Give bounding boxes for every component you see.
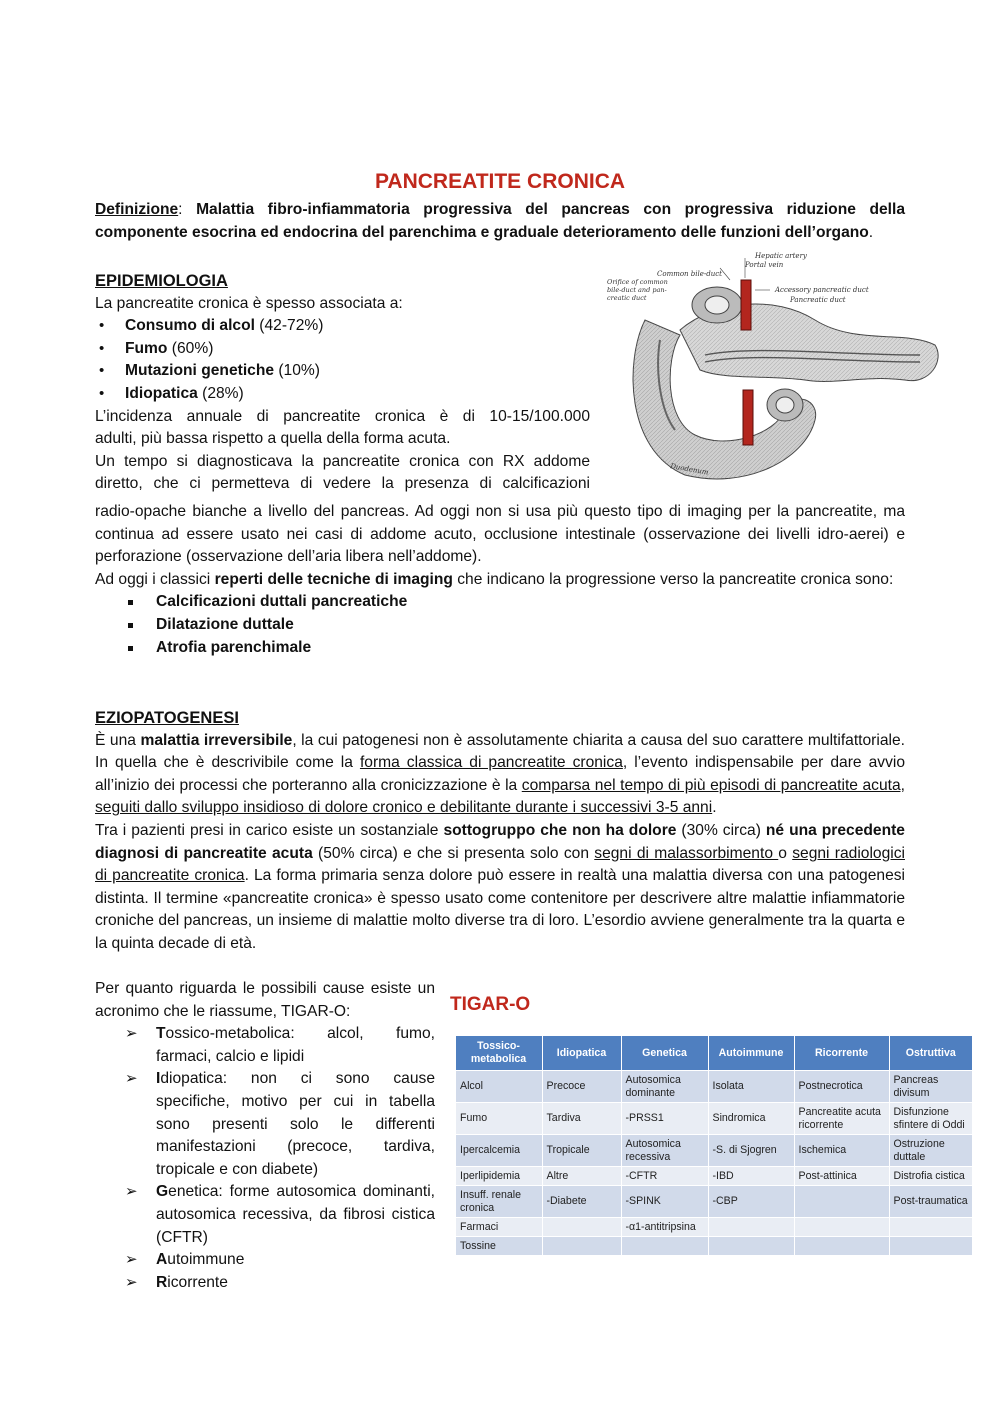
list-item: Dilatazione duttale bbox=[95, 614, 905, 637]
arrow-bullet-icon: ➢ bbox=[125, 1273, 138, 1291]
table-cell: Iperlipidemia bbox=[456, 1167, 543, 1186]
table-cell: -Diabete bbox=[542, 1186, 621, 1218]
tigar-table-heading: TIGAR-O bbox=[450, 994, 531, 1015]
column-header: Idiopatica bbox=[542, 1036, 621, 1071]
table-cell: -PRSS1 bbox=[621, 1103, 708, 1135]
arrow-bullet-icon: ➢ bbox=[125, 1183, 138, 1201]
table-cell: Pancreas divisum bbox=[889, 1071, 973, 1103]
table-cell: Farmaci bbox=[456, 1218, 543, 1237]
eziopatogenesi-heading: EZIOPATOGENESI bbox=[95, 709, 239, 727]
list-item: ➢ Tossico-metabolica: alcol, fumo, farmaci, calcio e lipidi bbox=[125, 1025, 435, 1065]
list-item: • Fumo (60%) bbox=[95, 338, 590, 361]
rx-line: Un tempo si diagnosticava la pancreatite cronica con RX addome bbox=[95, 452, 590, 470]
risk-factor-list bbox=[95, 315, 590, 405]
tigar-causes-section bbox=[95, 978, 435, 1294]
table-cell bbox=[889, 1237, 973, 1256]
definition-paragraph: Definizione: Malattia fibro-infiammatoria progressiva del pancreas con progressiva riduzione della componente esocrina ed endocrina del parenchima e graduale deterioramento delle funzioni dell’organo. bbox=[95, 201, 905, 241]
table-row bbox=[456, 1071, 973, 1103]
imaging-paragraph: Ad oggi i classici reperti delle tecniche di imaging che indicano la progressione verso la pancreatite cronica sono: bbox=[95, 570, 894, 588]
list-item: • Mutazioni genetiche (10%) bbox=[95, 360, 590, 383]
arrow-bullet-icon: ➢ bbox=[125, 1251, 138, 1269]
figure-label: Orifice of common bbox=[607, 278, 668, 286]
table-cell bbox=[794, 1218, 889, 1237]
column-header: Ostruttiva bbox=[889, 1036, 973, 1071]
column-header: Ricorrente bbox=[794, 1036, 889, 1071]
table-cell bbox=[794, 1186, 889, 1218]
list-item: ➢ Idiopatica: non ci sono cause specifiche, motivo per cui in tabella sono presenti solo le differenti manifestazioni (precoce, tardiva, tropicale e con diabete) bbox=[125, 1070, 435, 1178]
table-cell: Tardiva bbox=[542, 1103, 621, 1135]
table-cell: Ischemica bbox=[794, 1135, 889, 1167]
table-cell bbox=[542, 1218, 621, 1237]
figure-label: Duodenum bbox=[669, 462, 710, 477]
eziopatogenesi-paragraph-2: Tra i pazienti presi in carico esiste un sostanziale sottogruppo che non ha dolore (30% circa) né una precedente diagnosi di pancreatite acuta (50% circa) e che si presenta solo con segni di malassorbimento o segni radiologici di pancreatite cronica. La forma primaria senza dolore può essere in realtà una malattia diversa con una patogenesi distinta. Il termine «pancreatite cronica» è spesso usato come contenitore per descrivere altre malattie infiammatorie croniche del pancreas, un insieme di malattie molto diverse tra di loro. L’esordio avviene generalmente tra la quarta e la quinta decade di età. bbox=[95, 821, 905, 952]
table-cell: Tossine bbox=[456, 1237, 543, 1256]
table-cell: -CBP bbox=[708, 1186, 794, 1218]
table-cell: Alcol bbox=[456, 1071, 543, 1103]
table-cell: Tropicale bbox=[542, 1135, 621, 1167]
list-item: ➢ Ricorrente bbox=[95, 1272, 435, 1295]
table-cell: Sindromica bbox=[708, 1103, 794, 1135]
table-cell: Postnecrotica bbox=[794, 1071, 889, 1103]
imaging-section bbox=[95, 501, 905, 659]
eziopatogenesi-paragraph-1: È una malattia irreversibile, la cui patogenesi non è assolutamente chiarita a causa del suo carattere multifattoriale. In quella che è descrivibile come la forma classica di pancreatite cronica, l’evento indispensabile per dare avvio all’inizio dei processi che porteranno alla cronicizzazione è la comparsa nel tempo di più episodi di pancreatite acuta, seguiti dallo sviluppo insidioso di dolore cronico e debilitante durante i successivi 3-5 anni. bbox=[95, 731, 905, 817]
table-row bbox=[456, 1135, 973, 1167]
incidence-line: adulti, più bassa rispetto a quella della forma acuta. bbox=[95, 430, 451, 448]
table-cell bbox=[542, 1237, 621, 1256]
epidemiologia-intro: La pancreatite cronica è spesso associata a: bbox=[95, 294, 403, 312]
figure-label: Hepatic artery bbox=[755, 252, 807, 260]
arrow-bullet-icon: ➢ bbox=[125, 1025, 138, 1043]
definition-text: Malattia fibro-infiammatoria progressiva del pancreas con progressiva riduzione della componente esocrina ed endocrina del parenchima e graduale deterioramento delle funzioni dell’organo bbox=[95, 201, 905, 241]
table-header-row bbox=[456, 1036, 973, 1071]
table-cell: Disfunzione sfintere di Oddi bbox=[889, 1103, 973, 1135]
table-cell: Post-attinica bbox=[794, 1167, 889, 1186]
table-row bbox=[456, 1167, 973, 1186]
table-cell: Distrofia cistica bbox=[889, 1167, 973, 1186]
table-cell: Precoce bbox=[542, 1071, 621, 1103]
table-cell bbox=[889, 1218, 973, 1237]
list-item: • Consumo di alcol (42-72%) bbox=[95, 315, 590, 338]
epidemiologia-heading: EPIDEMIOLOGIA bbox=[95, 272, 228, 290]
epidemiologia-section bbox=[95, 270, 590, 496]
arrow-bullet-icon: ➢ bbox=[125, 1070, 138, 1088]
table-cell: -S. di Sjogren bbox=[708, 1135, 794, 1167]
figure-label: bile-duct and pan- bbox=[607, 286, 667, 294]
table-cell bbox=[708, 1218, 794, 1237]
table-cell: Post-traumatica bbox=[889, 1186, 973, 1218]
table-cell: -IBD bbox=[708, 1167, 794, 1186]
table-cell: -SPINK bbox=[621, 1186, 708, 1218]
figure-label: Pancreatic duct bbox=[790, 296, 846, 304]
list-item: ➢ Genetica: forme autosomica dominanti, autosomica recessiva, da fibrosi cistica (CFTR) bbox=[125, 1183, 435, 1246]
figure-label: Common bile-duct bbox=[657, 270, 722, 278]
table-cell bbox=[708, 1237, 794, 1256]
pancreas-anatomy-figure bbox=[605, 250, 942, 490]
table-row bbox=[456, 1103, 973, 1135]
tigar-intro: Per quanto riguarda le possibili cause esiste un acronimo che le riassume, TIGAR-O: bbox=[95, 980, 435, 1020]
table-cell: Altre bbox=[542, 1167, 621, 1186]
figure-label: Accessory pancreatic duct bbox=[775, 286, 869, 294]
list-item: ➢ Autoimmune bbox=[95, 1249, 435, 1272]
table-cell bbox=[794, 1237, 889, 1256]
table-cell: -α1-antitripsina bbox=[621, 1218, 708, 1237]
table-row bbox=[456, 1237, 973, 1256]
rx-paragraph: radio-opache bianche a livello del pancreas. Ad oggi non si usa più questo tipo di imaging per la pancreatite, ma continua ad essere usato nei casi di addome acuto, occlusione intestinale (osservazione dei livelli idro-aerei) e perforazione (osservazione dell’aria libera nell’addome). bbox=[95, 503, 905, 566]
table-cell: Pancreatite acuta ricorrente bbox=[794, 1103, 889, 1135]
figure-label: creatic duct bbox=[607, 294, 647, 302]
incidence-line: L’incidenza annuale di pancreatite cronica è di 10-15/100.000 bbox=[95, 407, 590, 425]
pancreas-illustration bbox=[605, 250, 942, 490]
table-cell: Ipercalcemia bbox=[456, 1135, 543, 1167]
table-cell bbox=[621, 1237, 708, 1256]
table-cell: Insuff. renale cronica bbox=[456, 1186, 543, 1218]
tigar-table bbox=[455, 1036, 973, 1256]
page-title: PANCREATITE CRONICA bbox=[374, 170, 626, 193]
column-header: Genetica bbox=[621, 1036, 708, 1071]
table-cell: Ostruzione duttale bbox=[889, 1135, 973, 1167]
table-row bbox=[456, 1186, 973, 1218]
eziopatogenesi-section bbox=[95, 707, 905, 956]
table-cell: -CFTR bbox=[621, 1167, 708, 1186]
imaging-findings-list bbox=[95, 591, 905, 659]
table-row bbox=[456, 1218, 973, 1237]
list-item: • Idiopatica (28%) bbox=[95, 383, 590, 406]
column-header: Autoimmune bbox=[708, 1036, 794, 1071]
figure-label: Portal vein bbox=[745, 261, 784, 269]
table-cell: Isolata bbox=[708, 1071, 794, 1103]
definition-label: Definizione bbox=[95, 201, 179, 218]
table-cell: Autosomica recessiva bbox=[621, 1135, 708, 1167]
column-header: Tossico-metabolica bbox=[456, 1036, 543, 1071]
list-item: Atrofia parenchimale bbox=[95, 637, 905, 660]
tigar-causes-list bbox=[95, 1023, 435, 1294]
table-cell: Autosomica dominante bbox=[621, 1071, 708, 1103]
table-cell: Fumo bbox=[456, 1103, 543, 1135]
rx-line: diretto, che ci permetteva di vedere la presenza di calcificazioni bbox=[95, 475, 590, 493]
list-item: Calcificazioni duttali pancreatiche bbox=[95, 591, 905, 614]
